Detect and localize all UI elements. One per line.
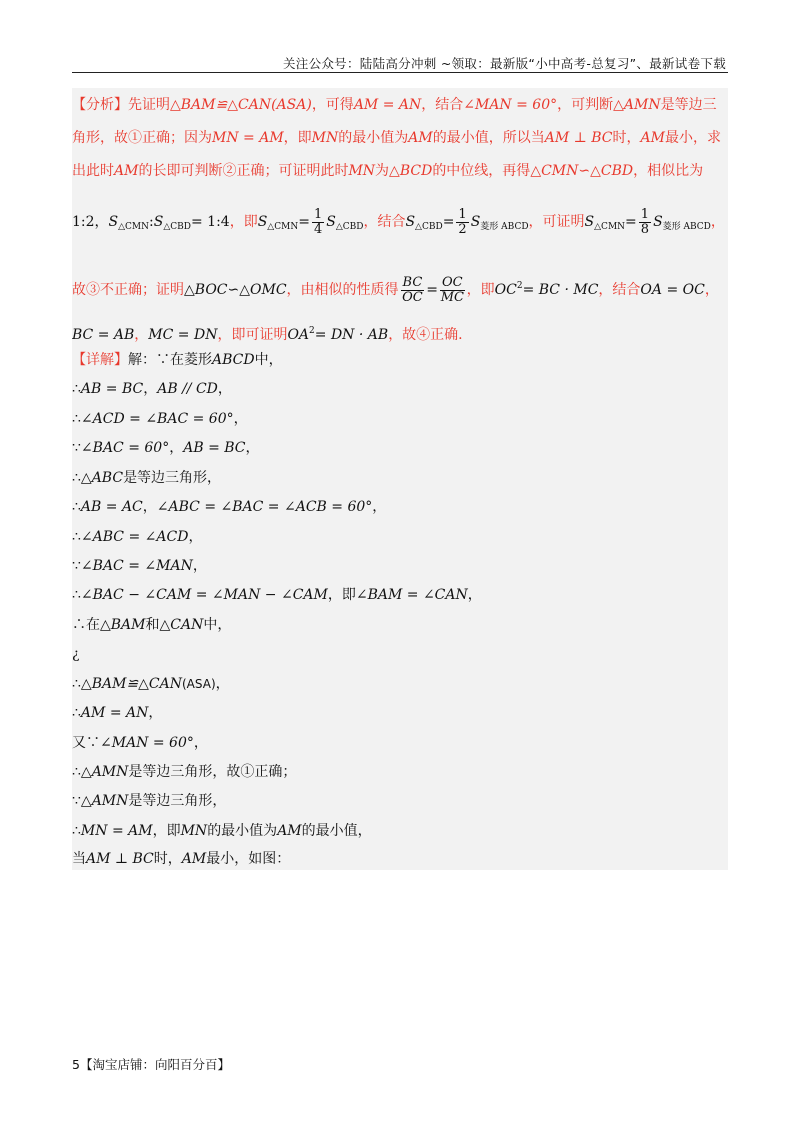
detail-text: 是等边三角形，故①正确； bbox=[128, 764, 297, 780]
math-expr: ABCD bbox=[212, 352, 255, 368]
detail-text: ¿ bbox=[72, 646, 80, 662]
analysis-text: 故③不正确；证明 bbox=[72, 282, 184, 298]
math-expr: = bbox=[442, 214, 455, 230]
math-expr: = bbox=[625, 214, 637, 230]
math-expr: S bbox=[153, 214, 164, 230]
detail-text: ， bbox=[188, 529, 203, 545]
math-expr: AM bbox=[114, 163, 139, 179]
analysis-text: 的长即可判断②正确；可证明此时 bbox=[138, 163, 349, 179]
math-expr: △CAN bbox=[159, 617, 204, 633]
math-expr: OA = OC bbox=[640, 282, 705, 298]
fraction-denominator: 8 bbox=[640, 221, 650, 237]
math-expr: = bbox=[298, 214, 310, 230]
detail-text: 解：∵在菱形 bbox=[128, 352, 212, 368]
math-expr: MN = AM bbox=[212, 130, 284, 146]
detail-text: ，即 bbox=[152, 823, 181, 839]
header-text: 关注公众号：陆陆高分冲刺 ~领取：最新版“小中高考-总复习”、最新试卷下载 bbox=[282, 56, 726, 71]
analysis-text: ，可证明 bbox=[528, 214, 585, 230]
detail-text: 中， bbox=[254, 352, 283, 368]
detail-line-3 bbox=[72, 408, 728, 430]
fraction-numerator: 1 bbox=[313, 206, 323, 222]
detail-text: 是等边三角形， bbox=[128, 793, 227, 809]
analysis-text: ，即 bbox=[229, 214, 258, 230]
math-expr: S bbox=[405, 214, 416, 230]
analysis-text: ，结合 bbox=[363, 214, 406, 230]
analysis-line-4 bbox=[72, 204, 728, 240]
analysis-text: 【分析】先证明 bbox=[72, 97, 170, 113]
math-subscript: △CBD bbox=[415, 222, 443, 232]
math-subscript: △CMN bbox=[594, 222, 626, 232]
detail-text: 中， bbox=[203, 617, 232, 633]
math-expr: △CMN∽△CBD bbox=[530, 163, 634, 179]
analysis-text: 的中位线，再得 bbox=[432, 163, 531, 179]
math-expr: ∠ACD = ∠BAC = 60° bbox=[80, 411, 234, 427]
detail-text: ∴ bbox=[72, 529, 81, 545]
math-expr: △BCD bbox=[389, 163, 433, 179]
math-expr: ∠BAC − ∠CAM = ∠MAN − ∠CAM bbox=[80, 587, 328, 603]
detail-text: ∴ bbox=[72, 676, 81, 692]
math-subscript: △CBD bbox=[163, 222, 191, 232]
math-expr: S bbox=[584, 214, 595, 230]
fraction-numerator: OC bbox=[442, 274, 463, 290]
detail-line-2 bbox=[72, 378, 728, 400]
detail-line-14 bbox=[72, 732, 728, 754]
analysis-text: 是等边三 bbox=[660, 97, 717, 113]
detail-line-12 bbox=[72, 673, 728, 695]
detail-text: ， bbox=[148, 705, 163, 721]
analysis-text: ，可判断 bbox=[557, 97, 614, 113]
analysis-text: 为 bbox=[375, 163, 390, 179]
detail-text: 时， bbox=[153, 851, 182, 867]
analysis-text: ，结合 bbox=[421, 97, 464, 113]
analysis-text: ，由相似的性质得 bbox=[286, 282, 399, 298]
fraction bbox=[312, 208, 324, 237]
fraction-numerator: 1 bbox=[640, 206, 650, 222]
detail-text: ∴ bbox=[72, 823, 81, 839]
math-expr: = BC · MC bbox=[522, 282, 599, 298]
math-subscript: 菱形 ABCD bbox=[662, 222, 711, 232]
page-footer: 5【淘宝店铺：向阳百分百】 bbox=[72, 1057, 230, 1072]
detail-text: ， bbox=[217, 381, 232, 397]
detail-text: ∴ bbox=[72, 587, 81, 603]
detail-text: ， bbox=[169, 440, 184, 456]
math-superscript: 2 bbox=[516, 281, 523, 291]
detail-line-11 bbox=[72, 643, 728, 665]
fraction-numerator: 1 bbox=[458, 206, 467, 222]
detail-line-6 bbox=[72, 496, 728, 518]
detail-text: ， bbox=[193, 735, 208, 751]
math-expr: AM = AN bbox=[353, 97, 422, 113]
analysis-text: ，结合 bbox=[598, 282, 641, 298]
math-expr: △BAM≌△CAN(ASA) bbox=[170, 97, 312, 113]
detail-text: ， bbox=[372, 499, 387, 515]
fraction bbox=[401, 276, 425, 305]
math-expr: ∠ABC = ∠BAC = ∠ACB = 60° bbox=[156, 499, 373, 515]
analysis-text: ， bbox=[710, 214, 725, 230]
math-expr: △AMN bbox=[80, 793, 129, 809]
math-expr: MC = DN bbox=[148, 327, 218, 343]
math-expr: AM ⊥ BC bbox=[544, 130, 613, 146]
detail-text: ， bbox=[142, 499, 157, 515]
analysis-text: 的最小值为 bbox=[338, 130, 409, 146]
math-expr: ∠BAC = 60° bbox=[80, 440, 170, 456]
math-expr: ∠ABC = ∠ACD bbox=[80, 529, 189, 545]
detail-text: ∴ bbox=[72, 411, 81, 427]
math-subscript: △CMN bbox=[267, 222, 299, 232]
math-expr: MN bbox=[311, 130, 339, 146]
fraction-denominator: 2 bbox=[458, 221, 467, 237]
math-superscript: 2 bbox=[309, 326, 315, 336]
math-expr: MN = AM bbox=[80, 823, 153, 839]
analysis-text: 时， bbox=[612, 130, 641, 146]
math-expr: AM bbox=[277, 823, 302, 839]
fraction-denominator: 4 bbox=[313, 221, 323, 237]
detail-text: ， bbox=[215, 676, 230, 692]
math-expr: △ABC bbox=[80, 470, 124, 486]
detail-text: ∴ bbox=[72, 381, 81, 397]
analysis-text: 的最小值，所以当 bbox=[432, 130, 545, 146]
math-expr: △BAM bbox=[100, 617, 146, 633]
math-expr: S bbox=[108, 214, 119, 230]
fraction bbox=[639, 208, 651, 237]
math-expr: S bbox=[470, 214, 481, 230]
detail-line-7 bbox=[72, 526, 728, 548]
detail-line-10 bbox=[72, 614, 728, 636]
detail-text: ∴ bbox=[72, 499, 81, 515]
detail-text: 当 bbox=[72, 851, 86, 867]
math-expr: S bbox=[257, 214, 268, 230]
math-expr: AB // CD bbox=[157, 381, 218, 397]
math-expr: = DN · AB bbox=[314, 327, 389, 343]
math-expr: = bbox=[426, 282, 439, 298]
analysis-line-6 bbox=[72, 320, 728, 346]
detail-text: 的最小值为 bbox=[207, 823, 278, 839]
detail-text: ， bbox=[192, 558, 207, 574]
detail-line-15 bbox=[72, 761, 728, 783]
analysis-line-3 bbox=[72, 160, 728, 182]
math-expr: (ASA) bbox=[182, 677, 216, 691]
detail-text: ， bbox=[233, 411, 248, 427]
math-subscript: △CBD bbox=[335, 222, 364, 232]
math-expr: ∠BAM = ∠CAN bbox=[355, 587, 468, 603]
math-expr: ∠BAC = ∠MAN bbox=[80, 558, 193, 574]
math-expr: S bbox=[653, 214, 663, 230]
math-expr: OC bbox=[494, 282, 517, 298]
math-expr: ∠MAN = 60° bbox=[463, 97, 558, 113]
detail-text: 的最小值， bbox=[301, 823, 372, 839]
math-expr: AB = BC bbox=[183, 440, 246, 456]
math-expr: △AMN bbox=[613, 97, 661, 113]
math-expr: AM bbox=[408, 130, 433, 146]
math-expr: MN bbox=[348, 163, 376, 179]
math-expr: AM ⊥ BC bbox=[86, 851, 154, 867]
analysis-line-1 bbox=[72, 94, 728, 116]
analysis-text: 最小，求 bbox=[664, 130, 721, 146]
detail-heading: 【详解】 bbox=[72, 352, 128, 368]
detail-line-13 bbox=[72, 702, 728, 724]
math-subscript: 菱形 ABCD bbox=[480, 222, 529, 232]
analysis-text: ，即 bbox=[283, 130, 312, 146]
detail-text: ∴ bbox=[72, 470, 81, 486]
detail-line-4 bbox=[72, 437, 728, 459]
detail-text: 和 bbox=[145, 617, 160, 633]
analysis-text: ，即可证明 bbox=[217, 327, 288, 343]
math-expr: AB = BC bbox=[80, 381, 144, 397]
math-expr: △BAM≌△CAN bbox=[80, 676, 182, 692]
analysis-text: ，故④正确. bbox=[388, 327, 463, 343]
fraction-numerator: BC bbox=[402, 274, 423, 290]
fraction bbox=[440, 276, 465, 305]
math-subscript: △CMN bbox=[118, 222, 150, 232]
detail-line-17 bbox=[72, 820, 728, 842]
detail-line-16 bbox=[72, 790, 728, 812]
math-expr: ∠MAN = 60° bbox=[100, 735, 194, 751]
math-expr: AM bbox=[640, 130, 665, 146]
analysis-text: ，可得 bbox=[311, 97, 354, 113]
solution-panel bbox=[72, 88, 728, 870]
analysis-line-5 bbox=[72, 268, 728, 304]
detail-text: 是等边三角形， bbox=[123, 470, 222, 486]
math-expr: : bbox=[149, 214, 154, 230]
fraction-denominator: OC bbox=[402, 289, 423, 304]
detail-text: 又∵ bbox=[72, 735, 100, 751]
math-expr: MN bbox=[180, 823, 208, 839]
math-expr: BC = AB bbox=[72, 327, 135, 343]
detail-text: ， bbox=[467, 587, 482, 603]
detail-text: ∴在 bbox=[72, 617, 100, 633]
analysis-text: ， bbox=[704, 282, 719, 298]
detail-text: ∵ bbox=[72, 793, 81, 809]
detail-text: ∴ bbox=[72, 705, 81, 721]
detail-text: ，即 bbox=[327, 587, 356, 603]
detail-text: ∵ bbox=[72, 440, 81, 456]
detail-line-8 bbox=[72, 555, 728, 577]
analysis-text: ， bbox=[134, 327, 149, 343]
math-expr: AM bbox=[181, 851, 207, 867]
math-expr: △BOC∽△OMC bbox=[184, 282, 287, 298]
fraction bbox=[456, 208, 468, 237]
analysis-text: ，相似比为 bbox=[633, 163, 704, 179]
math-expr: S bbox=[326, 214, 336, 230]
page-header bbox=[72, 52, 728, 73]
detail-line-9 bbox=[72, 584, 728, 606]
detail-line-1 bbox=[72, 349, 728, 371]
analysis-text: 角形，故①正确；因为 bbox=[72, 130, 212, 146]
detail-line-5 bbox=[72, 467, 728, 489]
math-expr: △AMN bbox=[80, 764, 129, 780]
analysis-text: 出此时 bbox=[72, 163, 114, 179]
detail-text: ， bbox=[143, 381, 158, 397]
detail-text: ∴ bbox=[72, 764, 81, 780]
fraction-denominator: MC bbox=[440, 289, 464, 304]
math-expr: 1:2， bbox=[72, 214, 109, 230]
detail-text: ∵ bbox=[72, 558, 81, 574]
detail-text: 最小，如图： bbox=[206, 851, 291, 867]
math-expr: = 1:4 bbox=[190, 214, 230, 230]
detail-line-18 bbox=[72, 848, 728, 870]
math-expr: OA bbox=[287, 327, 310, 343]
math-expr: AB = AC bbox=[80, 499, 143, 515]
analysis-text: ，即 bbox=[466, 282, 495, 298]
analysis-line-2 bbox=[72, 127, 728, 149]
detail-text: ， bbox=[245, 440, 260, 456]
math-expr: AM = AN bbox=[80, 705, 149, 721]
